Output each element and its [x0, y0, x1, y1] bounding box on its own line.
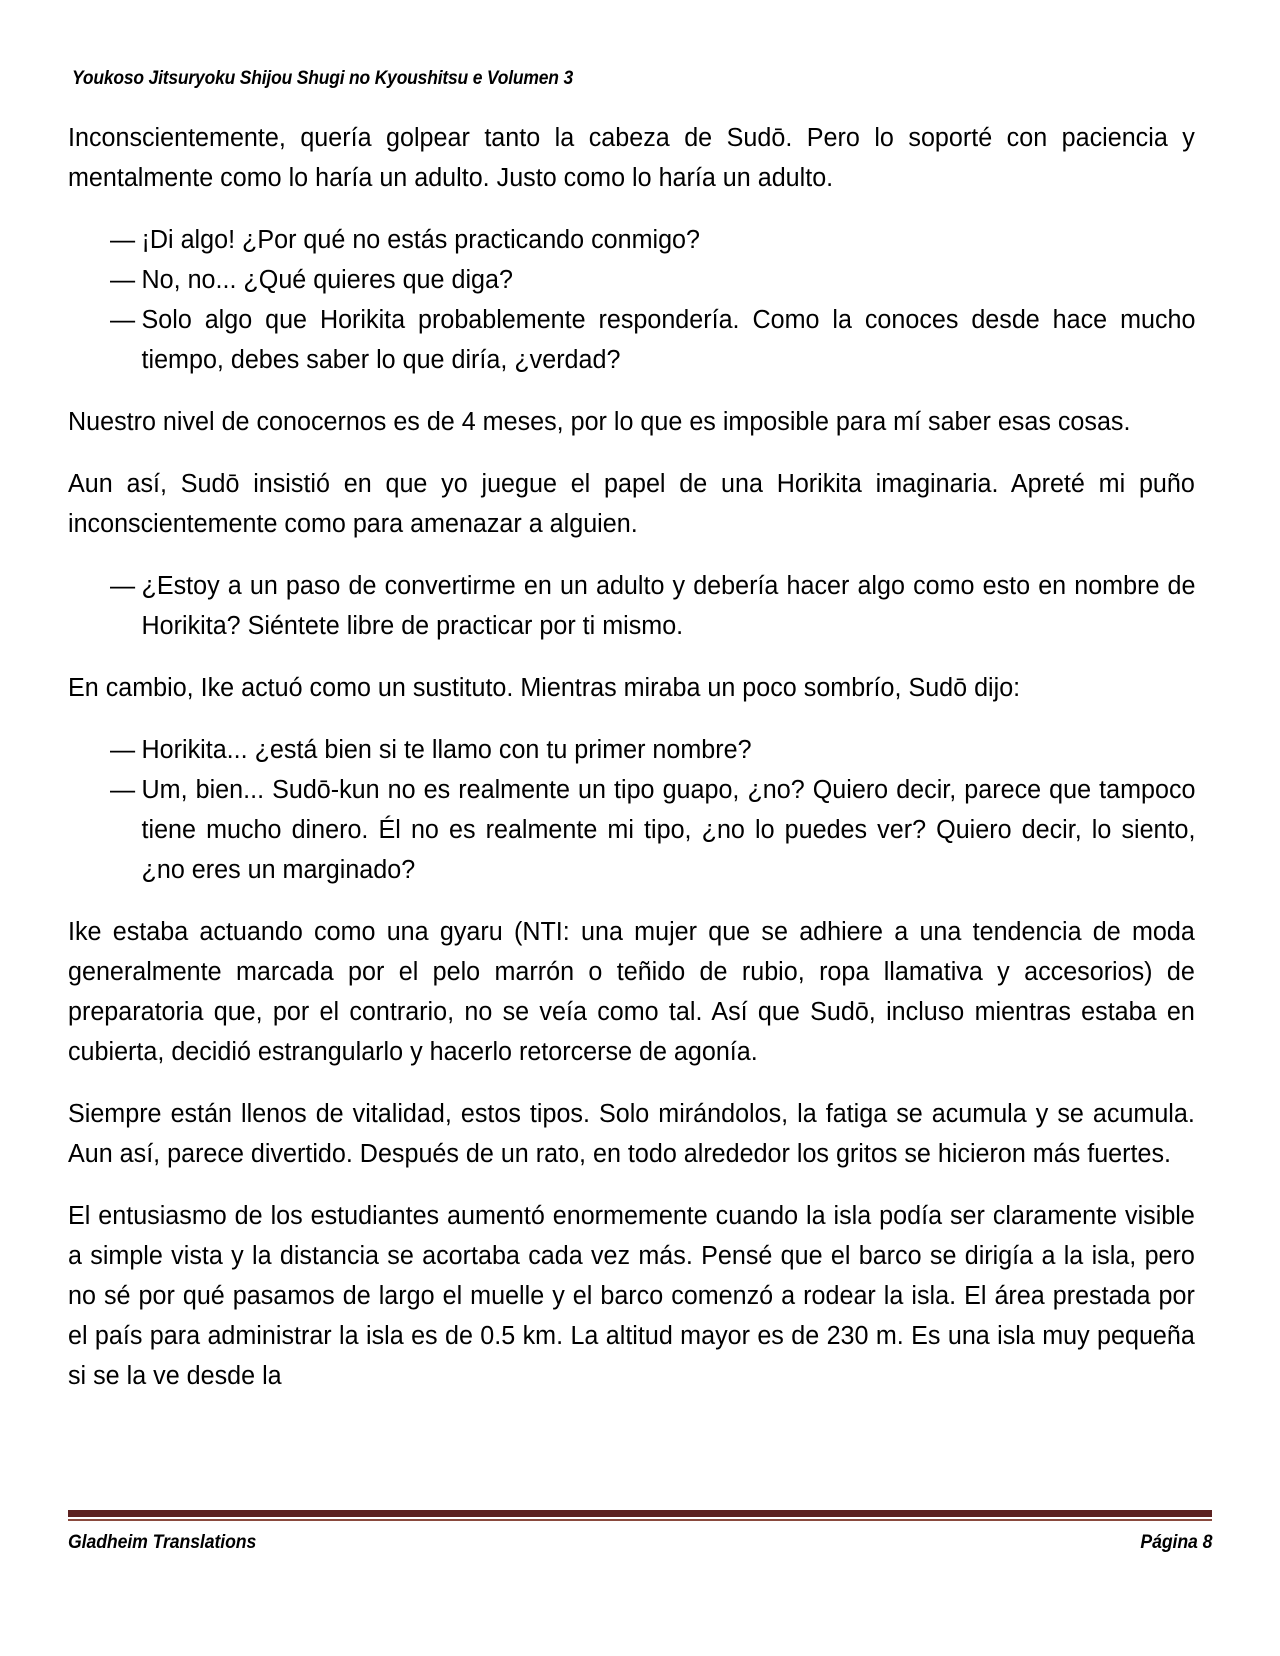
footer-page-number: Página 8: [1140, 1532, 1212, 1553]
page-header: [72, 68, 1208, 94]
paragraph: El entusiasmo de los estudiantes aumentó enormemente cuando la isla podía ser claramente visible a simple vista y la distancia se acortaba cada vez más. Pensé que el barco se dirigía a la isla, pero no sé por qué pasamos de largo el muelle y el barco comenzó a rodear la isla. El área prestada por el país para administrar la isla es de 0.5 km. La altitud mayor es de 230 m. Es una isla muy pequeña si se la ve desde la: [68, 1202, 1195, 1390]
em-dash-marker: —: [110, 306, 136, 334]
em-dash-marker: —: [110, 226, 136, 254]
footer-divider: [68, 1510, 1212, 1521]
dialogue-text: ¡Di algo! ¿Por qué no estás practicando conmigo?: [141, 226, 700, 254]
footer-divider-thin-bar: [68, 1519, 1212, 1521]
footer-divider-thick-bar: [68, 1510, 1212, 1517]
paragraph: Aun así, Sudō insistió en que yo juegue el papel de una Horikita imaginaria. Apreté mi puño inconscientemente como para amenazar a alguien.: [68, 470, 1195, 538]
dialogue-line: [110, 220, 1195, 260]
paragraph: En cambio, Ike actuó como un sustituto. Mientras miraba un poco sombrío, Sudō dijo:: [68, 674, 1021, 702]
em-dash-marker: —: [110, 776, 136, 804]
dialogue-line: [110, 566, 1195, 646]
paragraph: Nuestro nivel de conocernos es de 4 meses, por lo que es imposible para mí saber esas cosas.: [68, 408, 1131, 436]
em-dash-marker: —: [110, 572, 136, 600]
dialogue-line: [110, 770, 1195, 890]
page-body: [68, 118, 1212, 1396]
paragraph: Inconscientemente, quería golpear tanto la cabeza de Sudō. Pero lo soporté con paciencia y mentalmente como lo haría un adulto. Justo como lo haría un adulto.: [68, 124, 1195, 192]
page-footer: [68, 1532, 1212, 1554]
dialogue-text: Solo algo que Horikita probablemente respondería. Como la conoces desde hace mucho tiempo, debes saber lo que diría, ¿verdad?: [141, 306, 1196, 374]
dialogue-block: [68, 730, 1212, 890]
dialogue-text: Horikita... ¿está bien si te llamo con tu primer nombre?: [141, 736, 752, 764]
header-book-title: Youkoso Jitsuryoku Shijou Shugi no Kyoushitsu e Volumen 3: [72, 68, 574, 89]
paragraph: Siempre están llenos de vitalidad, estos tipos. Solo mirándolos, la fatiga se acumula y se acumula. Aun así, parece divertido. Después de un rato, en todo alrededor los gritos se hicieron más fuertes.: [68, 1100, 1195, 1168]
em-dash-marker: —: [110, 736, 136, 764]
dialogue-line: [110, 260, 1195, 300]
dialogue-text: No, no... ¿Qué quieres que diga?: [141, 266, 513, 294]
footer-translator-credit: Gladheim Translations: [68, 1532, 257, 1553]
dialogue-block: [68, 566, 1212, 646]
paragraph: Ike estaba actuando como una gyaru (NTI: una mujer que se adhiere a una tendencia de moda generalmente marcada por el pelo marrón o teñido de rubio, ropa llamativa y accesorios) de preparatoria que, por el contrario, no se veía como tal. Así que Sudō, incluso mientras estaba en cubierta, decidió estrangularlo y hacerlo retorcerse de agonía.: [68, 918, 1195, 1066]
em-dash-marker: —: [110, 266, 136, 294]
dialogue-text: ¿Estoy a un paso de convertirme en un adulto y debería hacer algo como esto en nombre de Horikita? Siéntete libre de practicar por ti mismo.: [141, 572, 1196, 640]
dialogue-block: [68, 220, 1212, 380]
dialogue-line: [110, 300, 1195, 380]
dialogue-line: [110, 730, 1195, 770]
dialogue-text: Um, bien... Sudō-kun no es realmente un tipo guapo, ¿no? Quiero decir, parece que tampoco tiene mucho dinero. Él no es realmente mi tipo, ¿no lo puedes ver? Quiero decir, lo siento, ¿no eres un marginado?: [141, 776, 1196, 884]
